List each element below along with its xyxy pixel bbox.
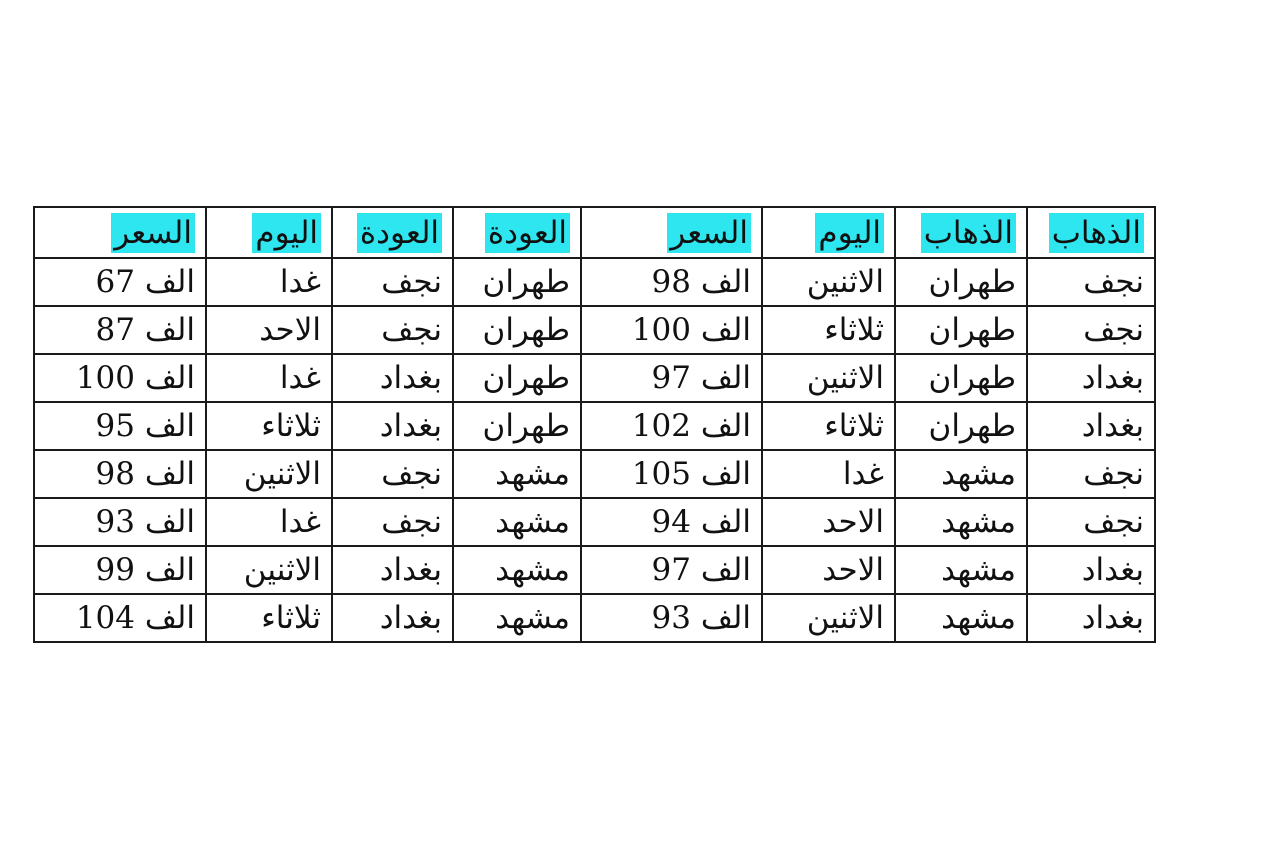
header-cell-return [332, 207, 453, 258]
price-cell: الف 98 [581, 258, 762, 306]
header-label: الذهاب [921, 213, 1016, 253]
table-cell: بغداد [1027, 354, 1155, 402]
price-cell: الف 100 [581, 306, 762, 354]
table-cell: الاثنين [206, 450, 332, 498]
price-cell: الف 93 [34, 498, 206, 546]
table-cell: طهران [895, 354, 1027, 402]
price-cell: الف 104 [34, 594, 206, 642]
table-cell: نجف [332, 258, 453, 306]
table-cell: بغداد [1027, 594, 1155, 642]
table-cell: بغداد [332, 354, 453, 402]
header-cell-return [453, 207, 581, 258]
header-label: الذهاب [1049, 213, 1144, 253]
table-cell: ثلاثاء [762, 402, 895, 450]
price-cell: الف 93 [581, 594, 762, 642]
price-cell: الف 105 [581, 450, 762, 498]
price-cell: الف 87 [34, 306, 206, 354]
table-cell: ثلاثاء [762, 306, 895, 354]
table-cell: بغداد [332, 546, 453, 594]
header-cell-departure [1027, 207, 1155, 258]
table-cell: الاحد [206, 306, 332, 354]
trip-price-table [33, 206, 1156, 643]
table-cell: نجف [332, 306, 453, 354]
table-cell: غدا [206, 354, 332, 402]
header-cell-price [581, 207, 762, 258]
table-cell: طهران [895, 306, 1027, 354]
table-cell: الاحد [762, 498, 895, 546]
table-cell: مشهد [453, 498, 581, 546]
table-cell: نجف [1027, 498, 1155, 546]
table-cell: الاثنين [762, 258, 895, 306]
price-cell: الف 67 [34, 258, 206, 306]
table-cell: مشهد [895, 546, 1027, 594]
table-cell: مشهد [895, 498, 1027, 546]
table-row [34, 354, 1155, 402]
header-label: اليوم [815, 213, 884, 253]
header-cell-departure [895, 207, 1027, 258]
header-cell-day [206, 207, 332, 258]
table-cell: مشهد [895, 594, 1027, 642]
price-cell: الف 98 [34, 450, 206, 498]
table-cell: الاحد [762, 546, 895, 594]
price-cell: الف 95 [34, 402, 206, 450]
table-row [34, 402, 1155, 450]
table-cell: نجف [332, 498, 453, 546]
price-cell: الف 99 [34, 546, 206, 594]
price-cell: الف 97 [581, 546, 762, 594]
table-row [34, 546, 1155, 594]
header-label: السعر [111, 213, 195, 253]
price-cell: الف 94 [581, 498, 762, 546]
table-cell: طهران [895, 258, 1027, 306]
table-cell: بغداد [1027, 546, 1155, 594]
header-label: العودة [357, 213, 442, 253]
table-cell: الاثنين [762, 594, 895, 642]
header-row [34, 207, 1155, 258]
table-cell: نجف [332, 450, 453, 498]
table-cell: نجف [1027, 450, 1155, 498]
table-cell: بغداد [1027, 402, 1155, 450]
header-label: اليوم [252, 213, 321, 253]
table-cell: غدا [206, 498, 332, 546]
price-cell: الف 100 [34, 354, 206, 402]
table-cell: نجف [1027, 258, 1155, 306]
table-cell: ثلاثاء [206, 402, 332, 450]
table-cell: نجف [1027, 306, 1155, 354]
table-cell: غدا [762, 450, 895, 498]
table-cell: الاثنين [206, 546, 332, 594]
header-label: السعر [667, 213, 751, 253]
header-cell-day [762, 207, 895, 258]
table-row [34, 450, 1155, 498]
table-cell: طهران [453, 306, 581, 354]
header-cell-price [34, 207, 206, 258]
table-row [34, 306, 1155, 354]
table-cell: مشهد [453, 450, 581, 498]
table-cell: مشهد [895, 450, 1027, 498]
table-cell: طهران [453, 402, 581, 450]
table-cell: مشهد [453, 546, 581, 594]
table-cell: الاثنين [762, 354, 895, 402]
table-row [34, 594, 1155, 642]
table-row [34, 258, 1155, 306]
table-cell: ثلاثاء [206, 594, 332, 642]
table-cell: بغداد [332, 402, 453, 450]
table-cell: طهران [453, 258, 581, 306]
table-row [34, 498, 1155, 546]
header-label: العودة [485, 213, 570, 253]
table-cell: طهران [453, 354, 581, 402]
table-cell: طهران [895, 402, 1027, 450]
price-cell: الف 97 [581, 354, 762, 402]
price-cell: الف 102 [581, 402, 762, 450]
table-cell: بغداد [332, 594, 453, 642]
table-cell: مشهد [453, 594, 581, 642]
table-cell: غدا [206, 258, 332, 306]
